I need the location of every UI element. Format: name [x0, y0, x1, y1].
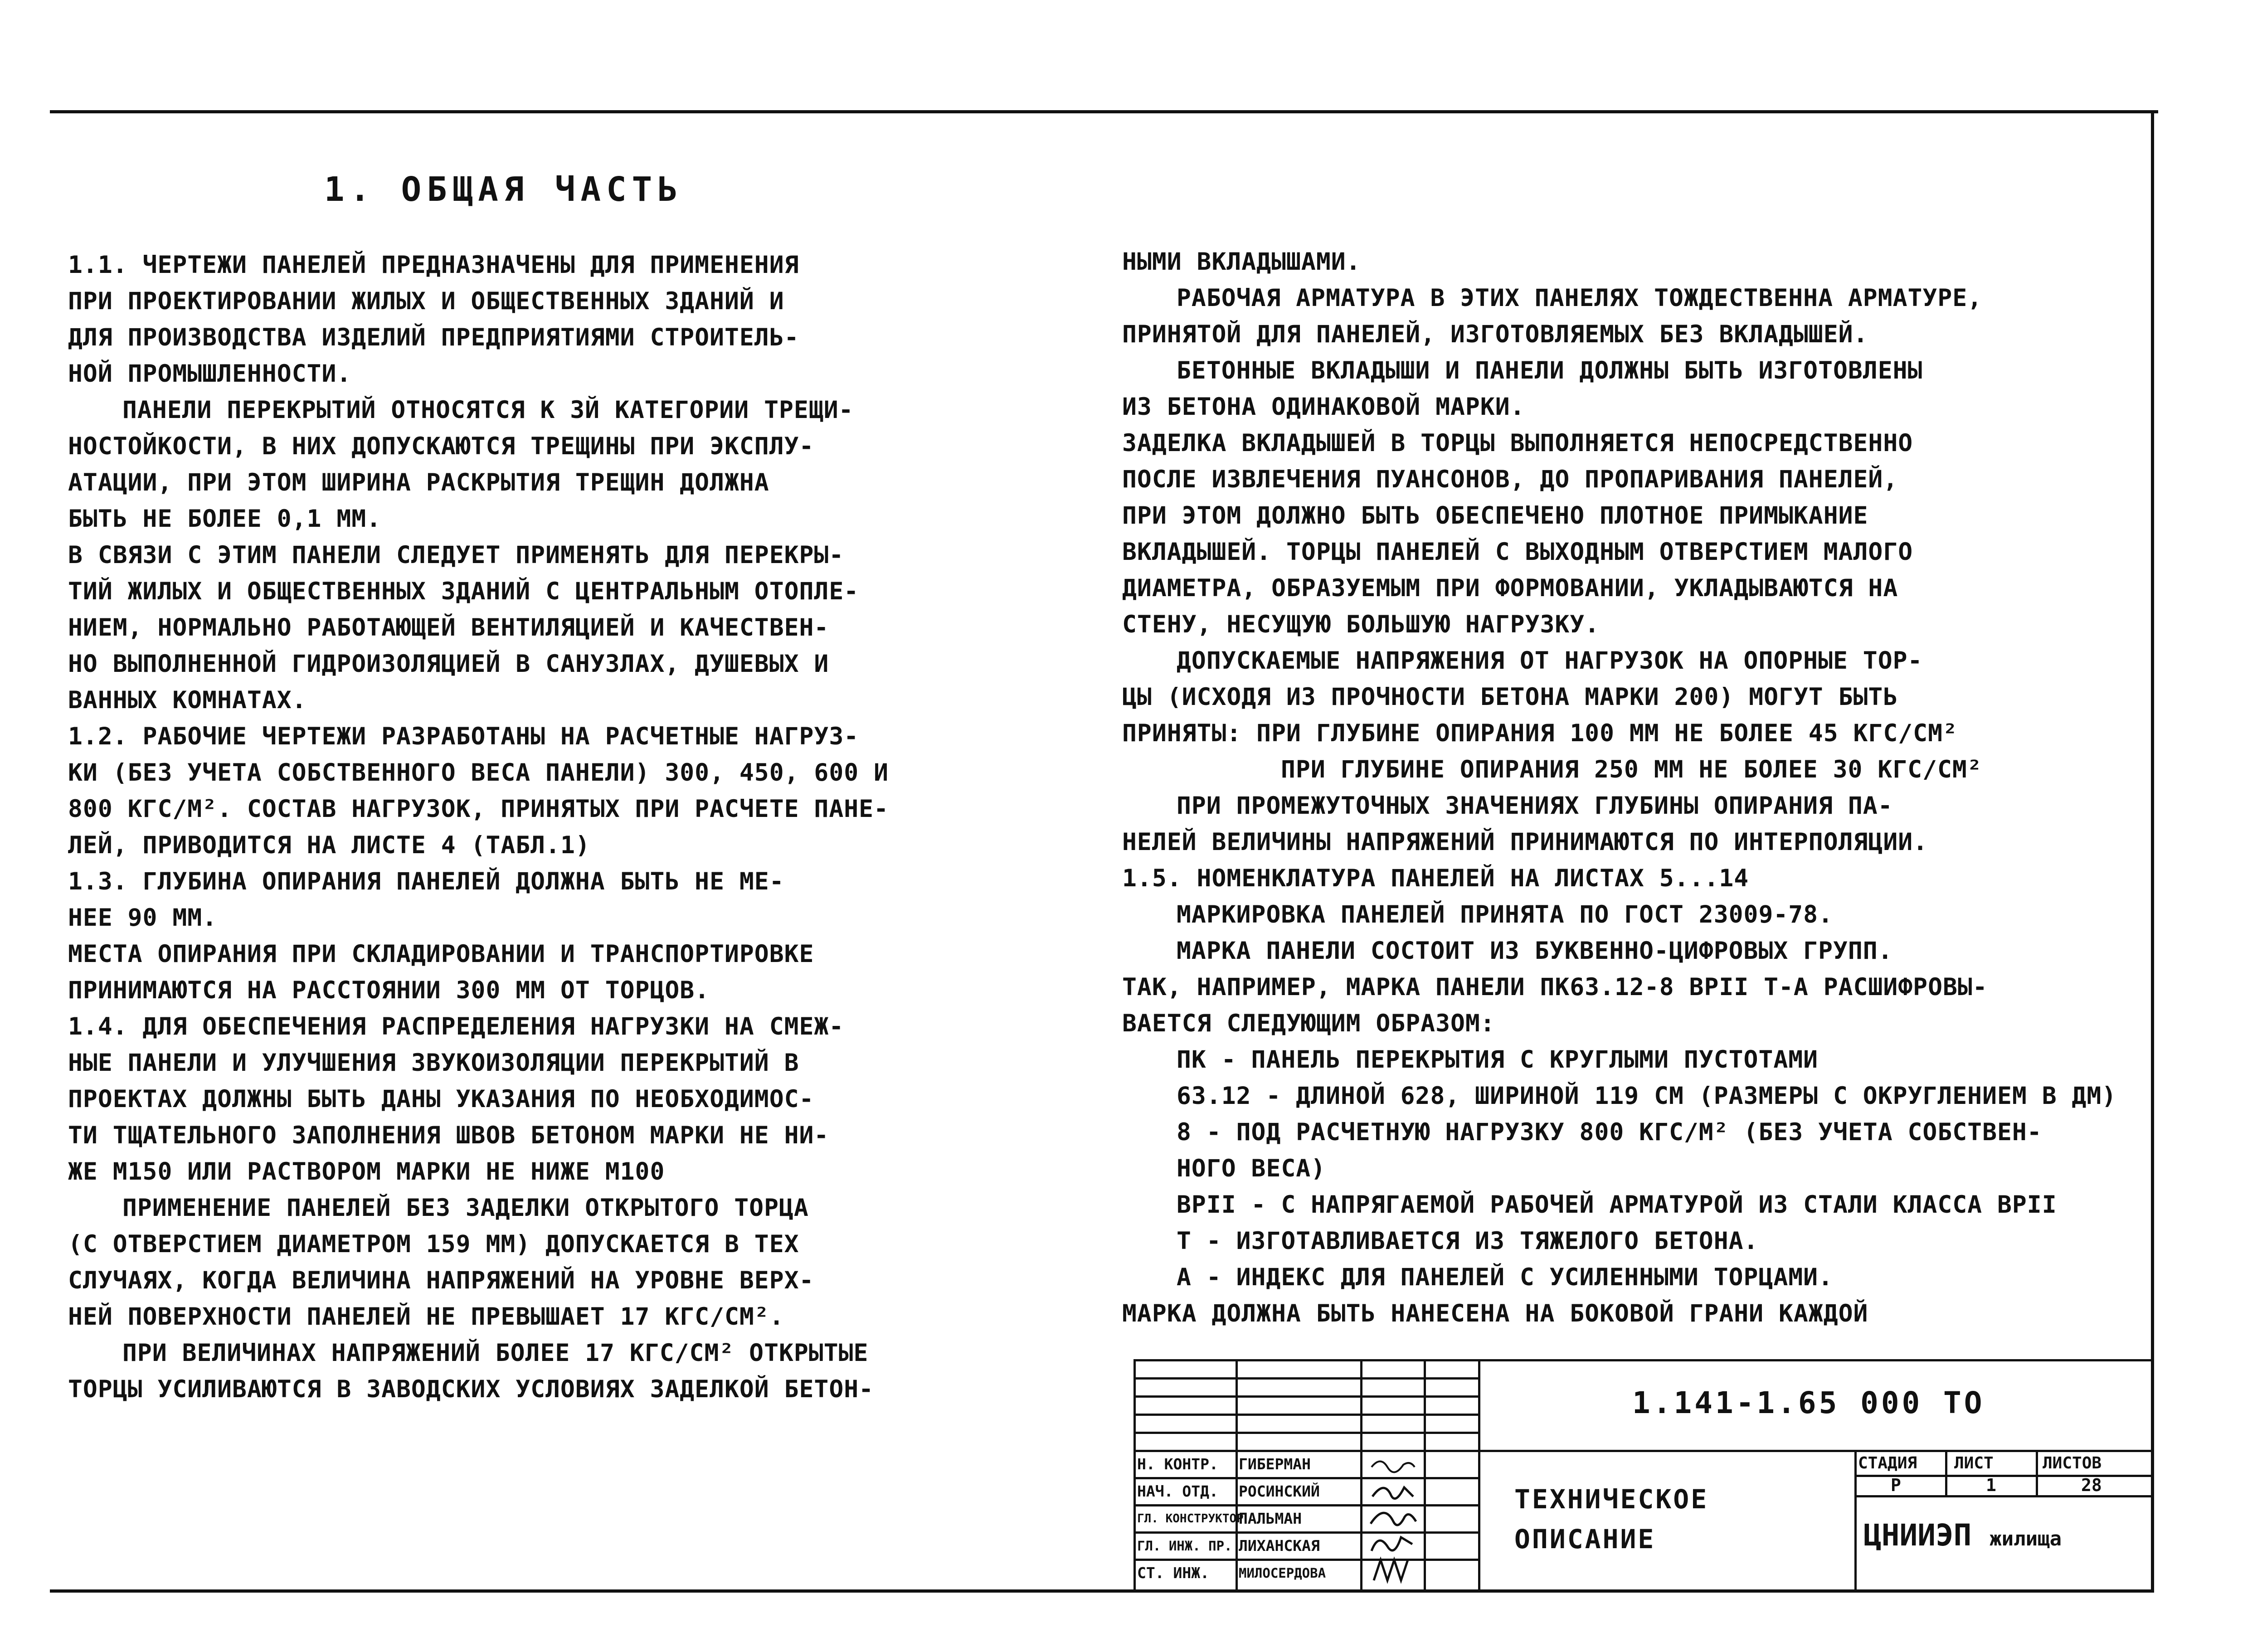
text-line: 1.5. НОМЕНКЛАТУРА ПАНЕЛЕЙ НА ЛИСТАХ 5...14 — [1122, 865, 1749, 892]
text-line: ПРИ ПРОЕКТИРОВАНИИ ЖИЛЫХ И ОБЩЕСТВЕННЫХ ЗДАНИЙ И — [68, 287, 784, 315]
text-line: 800 КГС/М². СОСТАВ НАГРУЗОК, ПРИНЯТЫХ ПРИ РАСЧЕТЕ ПАНЕ- — [68, 795, 889, 823]
title-block-divider — [2036, 1450, 2038, 1495]
title-block-row-line — [1854, 1495, 2151, 1497]
text-line: ИЗ БЕТОНА ОДИНАКОВОЙ МАРКИ. — [1122, 393, 1525, 421]
drawing-frame-top — [50, 110, 2158, 113]
text-line: ПК - ПАНЕЛЬ ПЕРЕКРЫТИЯ С КРУГЛЫМИ ПУСТОТАМИ — [1177, 1046, 1819, 1074]
text-line: ПРИМЕНЕНИЕ ПАНЕЛЕЙ БЕЗ ЗАДЕЛКИ ОТКРЫТОГО ТОРЦА — [122, 1194, 809, 1222]
title-block-row-line — [1134, 1504, 1478, 1506]
text-line: ПРИ ВЕЛИЧИНАХ НАПРЯЖЕНИЙ БОЛЕЕ 17 КГС/СМ² ОТКРЫТЫЕ — [122, 1339, 869, 1367]
text-line: ТАК, НАПРИМЕР, МАРКА ПАНЕЛИ ПК63.12-8 ВРII Т-А РАСШИФРОВЫ- — [1122, 973, 1988, 1001]
text-line: А - ИНДЕКС ДЛЯ ПАНЕЛЕЙ С УСИЛЕННЫМИ ТОРЦАМИ. — [1177, 1263, 1833, 1291]
role-label: ГЛ. КОНСТРУКТОР — [1137, 1512, 1244, 1526]
text-line: ВРII - С НАПРЯГАЕМОЙ РАБОЧЕЙ АРМАТУРОЙ ИЗ СТАЛИ КЛАССА ВРII — [1177, 1191, 2057, 1219]
title-block-border — [1134, 1359, 2151, 1361]
text-line: ПРИНЯТОЙ ДЛЯ ПАНЕЛЕЙ, ИЗГОТОВЛЯЕМЫХ БЕЗ ВКЛАДЫШЕЙ. — [1122, 321, 1868, 348]
title-block-divider — [1236, 1359, 1238, 1589]
text-line: 1.3. ГЛУБИНА ОПИРАНИЯ ПАНЕЛЕЙ ДОЛЖНА БЫТЬ НЕ МЕ- — [68, 868, 784, 895]
text-line: АТАЦИИ, ПРИ ЭТОМ ШИРИНА РАСКРЫТИЯ ТРЕЩИН ДОЛЖНА — [68, 469, 769, 496]
person-name: ПАЛЬМАН — [1239, 1510, 1302, 1527]
text-line: БЕТОННЫЕ ВКЛАДЫШИ И ПАНЕЛИ ДОЛЖНЫ БЫТЬ ИЗГОТОВЛЕНЫ — [1177, 357, 1923, 384]
title-block-divider — [1854, 1450, 1857, 1589]
document-title — [1514, 1479, 1708, 1559]
section-title: 1. ОБЩАЯ ЧАСТЬ — [324, 170, 683, 209]
text-line: МАРКА ПАНЕЛИ СОСТОИТ ИЗ БУКВЕННО-ЦИФРОВЫХ ГРУПП. — [1177, 937, 1893, 965]
title-block-row-line — [1134, 1450, 2151, 1452]
text-line: КИ (БЕЗ УЧЕТА СОБСТВЕННОГО ВЕСА ПАНЕЛИ) 300, 450, 600 И — [68, 759, 889, 787]
text-line: НО ВЫПОЛНЕННОЙ ГИДРОИЗОЛЯЦИЕЙ В САНУЗЛАХ, ДУШЕВЫХ И — [68, 650, 829, 678]
text-line: ПРИНИМАЮТСЯ НА РАССТОЯНИИ 300 ММ ОТ ТОРЦОВ. — [68, 977, 710, 1004]
sheet-value: 1 — [1986, 1476, 1996, 1494]
text-line: НОГО ВЕСА) — [1177, 1155, 1326, 1182]
title-block-divider — [1360, 1359, 1362, 1589]
text-line: (С ОТВЕРСТИЕМ ДИАМЕТРОМ 159 ММ) ДОПУСКАЕТСЯ В ТЕХ — [68, 1230, 799, 1258]
text-line: 1.1. ЧЕРТЕЖИ ПАНЕЛЕЙ ПРЕДНАЗНАЧЕНЫ ДЛЯ ПРИМЕНЕНИЯ — [68, 251, 799, 279]
organization-main: ЦНИИЭП — [1863, 1518, 1972, 1553]
text-line: НЫМИ ВКЛАДЫШАМИ. — [1122, 248, 1361, 276]
signatures-image — [1367, 1453, 1419, 1585]
title-block-row-line — [1134, 1477, 1478, 1479]
text-line: БЫТЬ НЕ БОЛЕЕ 0,1 ММ. — [68, 505, 382, 533]
document-number: 1.141-1.65 000 ТО — [1632, 1385, 1985, 1420]
title-block-row-line — [1134, 1395, 1478, 1398]
title-block-row-line — [1134, 1414, 1478, 1416]
text-line: ЗАДЕЛКА ВКЛАДЫШЕЙ В ТОРЦЫ ВЫПОЛНЯЕТСЯ НЕПОСРЕДСТВЕННО — [1122, 429, 1913, 457]
title-block-row-line — [1134, 1377, 1478, 1380]
text-line: ДОПУСКАЕМЫЕ НАПРЯЖЕНИЯ ОТ НАГРУЗОК НА ОПОРНЫЕ ТОР- — [1177, 647, 1923, 675]
text-line: В СВЯЗИ С ЭТИМ ПАНЕЛИ СЛЕДУЕТ ПРИМЕНЯТЬ ДЛЯ ПЕРЕКРЫ- — [68, 541, 844, 569]
text-line: ДЛЯ ПРОИЗВОДСТВА ИЗДЕЛИЙ ПРЕДПРИЯТИЯМИ СТРОИТЕЛЬ- — [68, 324, 799, 351]
text-line: НЕЛЕЙ ВЕЛИЧИНЫ НАПРЯЖЕНИЙ ПРИНИМАЮТСЯ ПО ИНТЕРПОЛЯЦИИ. — [1122, 828, 1928, 856]
text-line: НОЙ ПРОМЫШЛЕННОСТИ. — [68, 360, 352, 388]
text-line: НИЕМ, НОРМАЛЬНО РАБОТАЮЩЕЙ ВЕНТИЛЯЦИЕЙ И КАЧЕСТВЕН- — [68, 614, 829, 641]
sheets-label: ЛИСТОВ — [2043, 1454, 2102, 1472]
text-line: МЕСТА ОПИРАНИЯ ПРИ СКЛАДИРОВАНИИ И ТРАНСПОРТИРОВКЕ — [68, 940, 814, 968]
organization-name — [1863, 1518, 2062, 1553]
text-line: ТИЙ ЖИЛЫХ И ОБЩЕСТВЕННЫХ ЗДАНИЙ С ЦЕНТРАЛЬНЫМ ОТОПЛЕ- — [68, 578, 859, 605]
title-block-row-line — [1134, 1432, 1478, 1434]
text-line: 1.4. ДЛЯ ОБЕСПЕЧЕНИЯ РАСПРЕДЕЛЕНИЯ НАГРУЗКИ НА СМЕЖ- — [68, 1013, 844, 1040]
text-line: ПРИ ГЛУБИНЕ ОПИРАНИЯ 250 ММ НЕ БОЛЕЕ 30 КГС/СМ² — [1281, 756, 1982, 783]
drawing-frame-right — [2151, 110, 2154, 1593]
sheets-value: 28 — [2081, 1476, 2102, 1494]
title-block — [1134, 1359, 2151, 1589]
document-title-line: ОПИСАНИЕ — [1514, 1524, 1656, 1555]
drawing-frame-bottom — [50, 1589, 2154, 1593]
text-line: ЖЕ М150 ИЛИ РАСТВОРОМ МАРКИ НЕ НИЖЕ М100 — [68, 1158, 665, 1186]
text-line: ВАЕТСЯ СЛЕДУЮЩИМ ОБРАЗОМ: — [1122, 1010, 1495, 1037]
text-line: НЕЕ 90 ММ. — [68, 904, 218, 932]
left-text-column — [68, 247, 1034, 1408]
title-block-row-line — [1134, 1531, 1478, 1534]
person-name: ГИБЕРМАН — [1239, 1455, 1311, 1473]
text-line: ЛЕЙ, ПРИВОДИТСЯ НА ЛИСТЕ 4 (ТАБЛ.1) — [68, 831, 590, 859]
text-line: РАБОЧАЯ АРМАТУРА В ЭТИХ ПАНЕЛЯХ ТОЖДЕСТВЕННА АРМАТУРЕ, — [1177, 284, 1983, 312]
text-line: НЕЙ ПОВЕРХНОСТИ ПАНЕЛЕЙ НЕ ПРЕВЫШАЕТ 17 КГС/СМ². — [68, 1303, 784, 1331]
text-line: ТИ ТЩАТЕЛЬНОГО ЗАПОЛНЕНИЯ ШВОВ БЕТОНОМ МАРКИ НЕ НИ- — [68, 1122, 829, 1149]
text-line: Т - ИЗГОТАВЛИВАЕТСЯ ИЗ ТЯЖЕЛОГО БЕТОНА. — [1177, 1227, 1759, 1255]
text-line: СЛУЧАЯХ, КОГДА ВЕЛИЧИНА НАПРЯЖЕНИЙ НА УРОВНЕ ВЕРХ- — [68, 1267, 814, 1294]
sheet-label: ЛИСТ — [1954, 1454, 1994, 1472]
role-label: Н. КОНТР. — [1137, 1455, 1218, 1473]
text-line: ВКЛАДЫШЕЙ. ТОРЦЫ ПАНЕЛЕЙ С ВЫХОДНЫМ ОТВЕРСТИЕМ МАЛОГО — [1122, 538, 1913, 566]
text-line: ПАНЕЛИ ПЕРЕКРЫТИЙ ОТНОСЯТСЯ К 3Й КАТЕГОРИИ ТРЕЩИ- — [122, 396, 854, 424]
text-line: ТОРЦЫ УСИЛИВАЮТСЯ В ЗАВОДСКИХ УСЛОВИЯХ ЗАДЕЛКОЙ БЕТОН- — [68, 1375, 874, 1403]
text-line: МАРКИРОВКА ПАНЕЛЕЙ ПРИНЯТА ПО ГОСТ 23009-78. — [1177, 901, 1833, 928]
right-text-column — [1122, 244, 2138, 1332]
person-name: РОСИНСКИЙ — [1239, 1482, 1320, 1500]
text-line: 1.2. РАБОЧИЕ ЧЕРТЕЖИ РАЗРАБОТАНЫ НА РАСЧЕТНЫЕ НАГРУЗ- — [68, 723, 859, 750]
text-line: ПРИ ПРОМЕЖУТОЧНЫХ ЗНАЧЕНИЯХ ГЛУБИНЫ ОПИРАНИЯ ПА- — [1177, 792, 1893, 820]
text-line: НОСТОЙКОСТИ, В НИХ ДОПУСКАЮТСЯ ТРЕЩИНЫ ПРИ ЭКСПЛУ- — [68, 432, 814, 460]
title-block-divider — [1478, 1359, 1480, 1589]
text-line: СТЕНУ, НЕСУЩУЮ БОЛЬШУЮ НАГРУЗКУ. — [1122, 611, 1600, 638]
stage-value: Р — [1891, 1476, 1901, 1494]
document-title-line: ТЕХНИЧЕСКОЕ — [1514, 1484, 1709, 1515]
text-line: ПРОЕКТАХ ДОЛЖНЫ БЫТЬ ДАНЫ УКАЗАНИЯ ПО НЕОБХОДИМОС- — [68, 1085, 814, 1113]
person-name: МИЛОСЕРДОВА — [1239, 1565, 1326, 1581]
title-block-divider — [1424, 1359, 1426, 1589]
text-line: НЫЕ ПАНЕЛИ И УЛУЧШЕНИЯ ЗВУКОИЗОЛЯЦИИ ПЕРЕКРЫТИЙ В — [68, 1049, 799, 1077]
role-label: НАЧ. ОТД. — [1137, 1482, 1218, 1500]
person-name: ЛИХАНСКАЯ — [1239, 1537, 1320, 1555]
role-label: ГЛ. ИНЖ. ПР. — [1137, 1538, 1232, 1554]
stage-label: СТАДИЯ — [1858, 1454, 1917, 1472]
role-label: СТ. ИНЖ. — [1137, 1564, 1209, 1582]
text-line: МАРКА ДОЛЖНА БЫТЬ НАНЕСЕНА НА БОКОВОЙ ГРАНИ КАЖДОЙ — [1122, 1300, 1868, 1327]
text-line: ПРИНЯТЫ: ПРИ ГЛУБИНЕ ОПИРАНИЯ 100 ММ НЕ БОЛЕЕ 45 КГС/СМ² — [1122, 719, 1958, 747]
text-line: ПОСЛЕ ИЗВЛЕЧЕНИЯ ПУАНСОНОВ, ДО ПРОПАРИВАНИЯ ПАНЕЛЕЙ, — [1122, 466, 1898, 493]
text-line: 63.12 - ДЛИНОЙ 628, ШИРИНОЙ 119 СМ (РАЗМЕРЫ С ОКРУГЛЕНИЕМ В ДМ) — [1177, 1082, 2117, 1110]
text-line: ЦЫ (ИСХОДЯ ИЗ ПРОЧНОСТИ БЕТОНА МАРКИ 200) МОГУТ БЫТЬ — [1122, 683, 1898, 711]
text-line: 8 - ПОД РАСЧЕТНУЮ НАГРУЗКУ 800 КГС/М² (БЕЗ УЧЕТА СОБСТВЕН- — [1177, 1118, 2042, 1146]
title-block-border — [1134, 1359, 1136, 1589]
text-line: ВАННЫХ КОМНАТАХ. — [68, 686, 307, 714]
text-line: ПРИ ЭТОМ ДОЛЖНО БЫТЬ ОБЕСПЕЧЕНО ПЛОТНОЕ ПРИМЫКАНИЕ — [1122, 502, 1868, 530]
text-line: ДИАМЕТРА, ОБРАЗУЕМЫМ ПРИ ФОРМОВАНИИ, УКЛАДЫВАЮТСЯ НА — [1122, 574, 1898, 602]
title-block-divider — [1945, 1450, 1947, 1495]
title-block-row-line — [1134, 1559, 1478, 1561]
organization-sub: жилища — [1990, 1527, 2062, 1550]
